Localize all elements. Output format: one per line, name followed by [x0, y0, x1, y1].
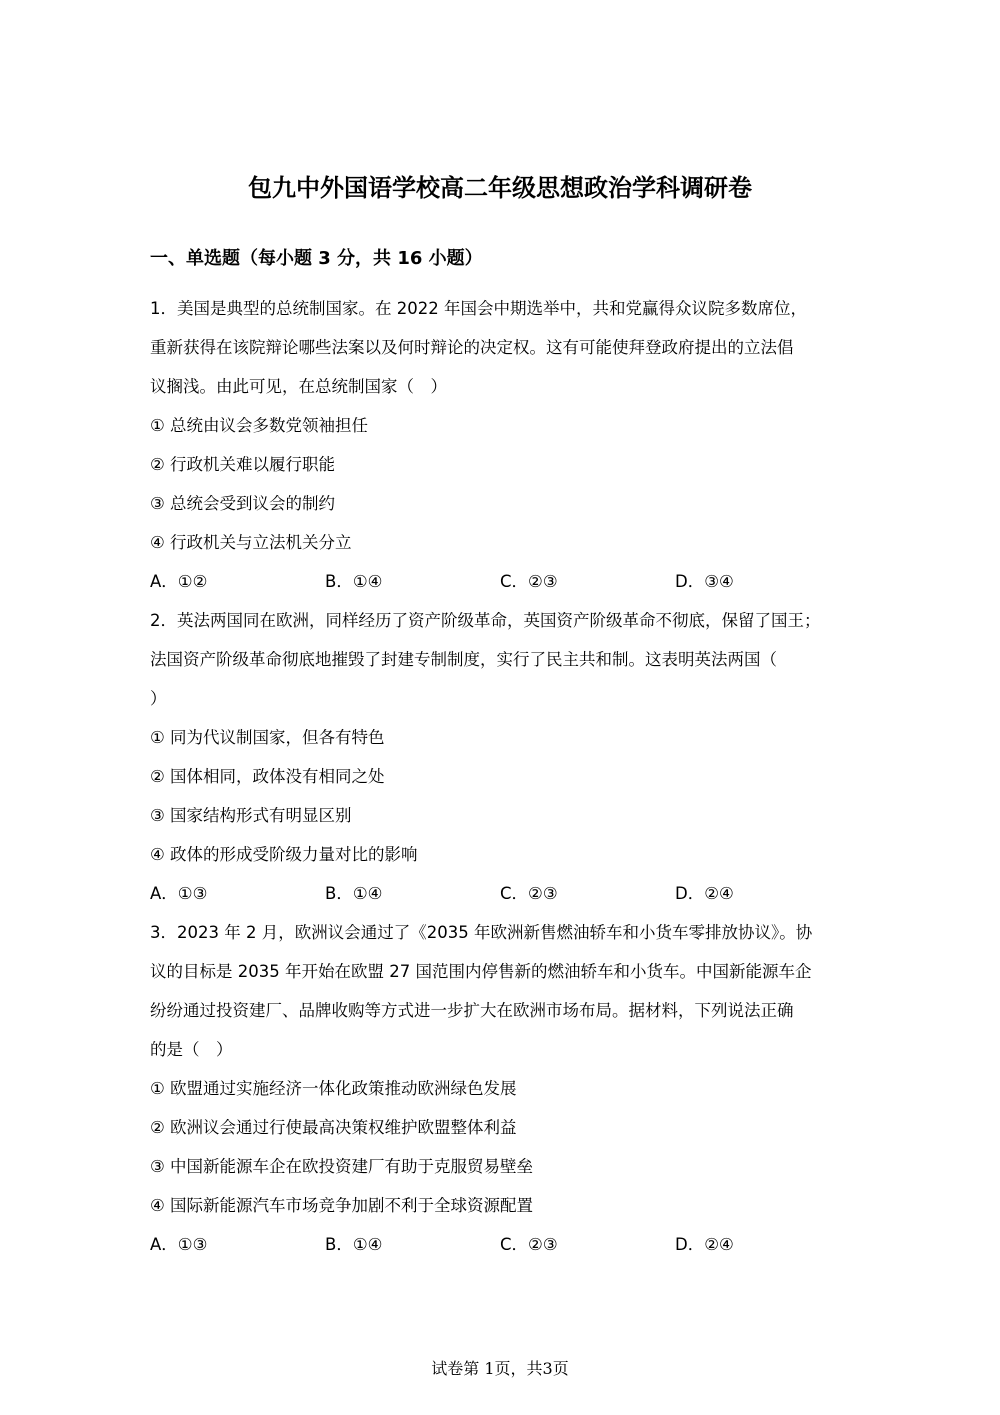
question-2-options: [150, 883, 850, 905]
question-1-statement: ① 总统由议会多数党领袖担任: [150, 416, 369, 435]
question-3-stem-line: 纷纷通过投资建厂、品牌收购等方式进一步扩大在欧洲市场布局。据材料，下列说法正确: [150, 1001, 794, 1020]
question-2-stem-line: 2．英法两国同在欧洲，同样经历了资产阶级革命，英国资产阶级革命不彻底，保留了国王；: [150, 611, 821, 630]
question-3-options: [150, 1234, 850, 1256]
question-1-statement: ② 行政机关难以履行职能: [150, 455, 336, 474]
question-2-option-d: D．②④: [675, 884, 734, 903]
question-2-statement: ③ 国家结构形式有明显区别: [150, 806, 352, 825]
question-3-statement: ④ 国际新能源汽车市场竞争加剧不利于全球资源配置: [150, 1196, 534, 1215]
question-2-option-c: C．②③: [500, 884, 558, 903]
question-1-options: [150, 571, 850, 593]
question-1-option-a: A．①②: [150, 572, 208, 591]
question-1-statement: ④ 行政机关与立法机关分立: [150, 533, 352, 552]
page-footer: 试卷第 1页，共3页: [431, 1359, 569, 1378]
question-3-statement: ② 欧洲议会通过行使最高决策权维护欧盟整体利益: [150, 1118, 517, 1137]
question-1-option-d: D．③④: [675, 572, 734, 591]
question-1-option-b: B．①④: [325, 572, 383, 591]
question-3-stem-line: 议的目标是 2035 年开始在欧盟 27 国范围内停售新的燃油轿车和小货车。中国新能源车企: [150, 962, 812, 981]
question-3-stem-line: 的是（ ）: [150, 1040, 233, 1059]
section-heading: 一、单选题（每小题 3 分，共 16 小题）: [150, 248, 483, 269]
question-3-option-c: C．②③: [500, 1235, 558, 1254]
question-2-statement: ② 国体相同，政体没有相同之处: [150, 767, 385, 786]
question-2-statement: ① 同为代议制国家，但各有特色: [150, 728, 385, 747]
question-2-stem-line: ）: [150, 689, 167, 708]
exam-title: 包九中外国语学校高二年级思想政治学科调研卷: [248, 174, 752, 202]
question-3-statement: ① 欧盟通过实施经济一体化政策推动欧洲绿色发展: [150, 1079, 517, 1098]
question-3-option-b: B．①④: [325, 1235, 383, 1254]
question-1-statement: ③ 总统会受到议会的制约: [150, 494, 336, 513]
question-1-option-c: C．②③: [500, 572, 558, 591]
question-2-option-a: A．①③: [150, 884, 208, 903]
question-3-option-a: A．①③: [150, 1235, 208, 1254]
question-2-option-b: B．①④: [325, 884, 383, 903]
question-1-stem-line: 1．美国是典型的总统制国家。在 2022 年国会中期选举中，共和党赢得众议院多数席位，: [150, 299, 807, 318]
question-2-statement: ④ 政体的形成受阶级力量对比的影响: [150, 845, 418, 864]
question-3-statement: ③ 中国新能源车企在欧投资建厂有助于克服贸易壁垒: [150, 1157, 534, 1176]
question-1-stem-line: 议搁浅。由此可见，在总统制国家（ ）: [150, 377, 447, 396]
question-2-stem-line: 法国资产阶级革命彻底地摧毁了封建专制制度，实行了民主共和制。这表明英法两国（: [150, 650, 777, 669]
question-3-option-d: D．②④: [675, 1235, 734, 1254]
question-1-stem-line: 重新获得在该院辩论哪些法案以及何时辩论的决定权。这有可能使拜登政府提出的立法倡: [150, 338, 794, 357]
question-3-stem-line: 3．2023 年 2 月，欧洲议会通过了《2035 年欧洲新售燃油轿车和小货车零排放协议》。协: [150, 923, 813, 942]
